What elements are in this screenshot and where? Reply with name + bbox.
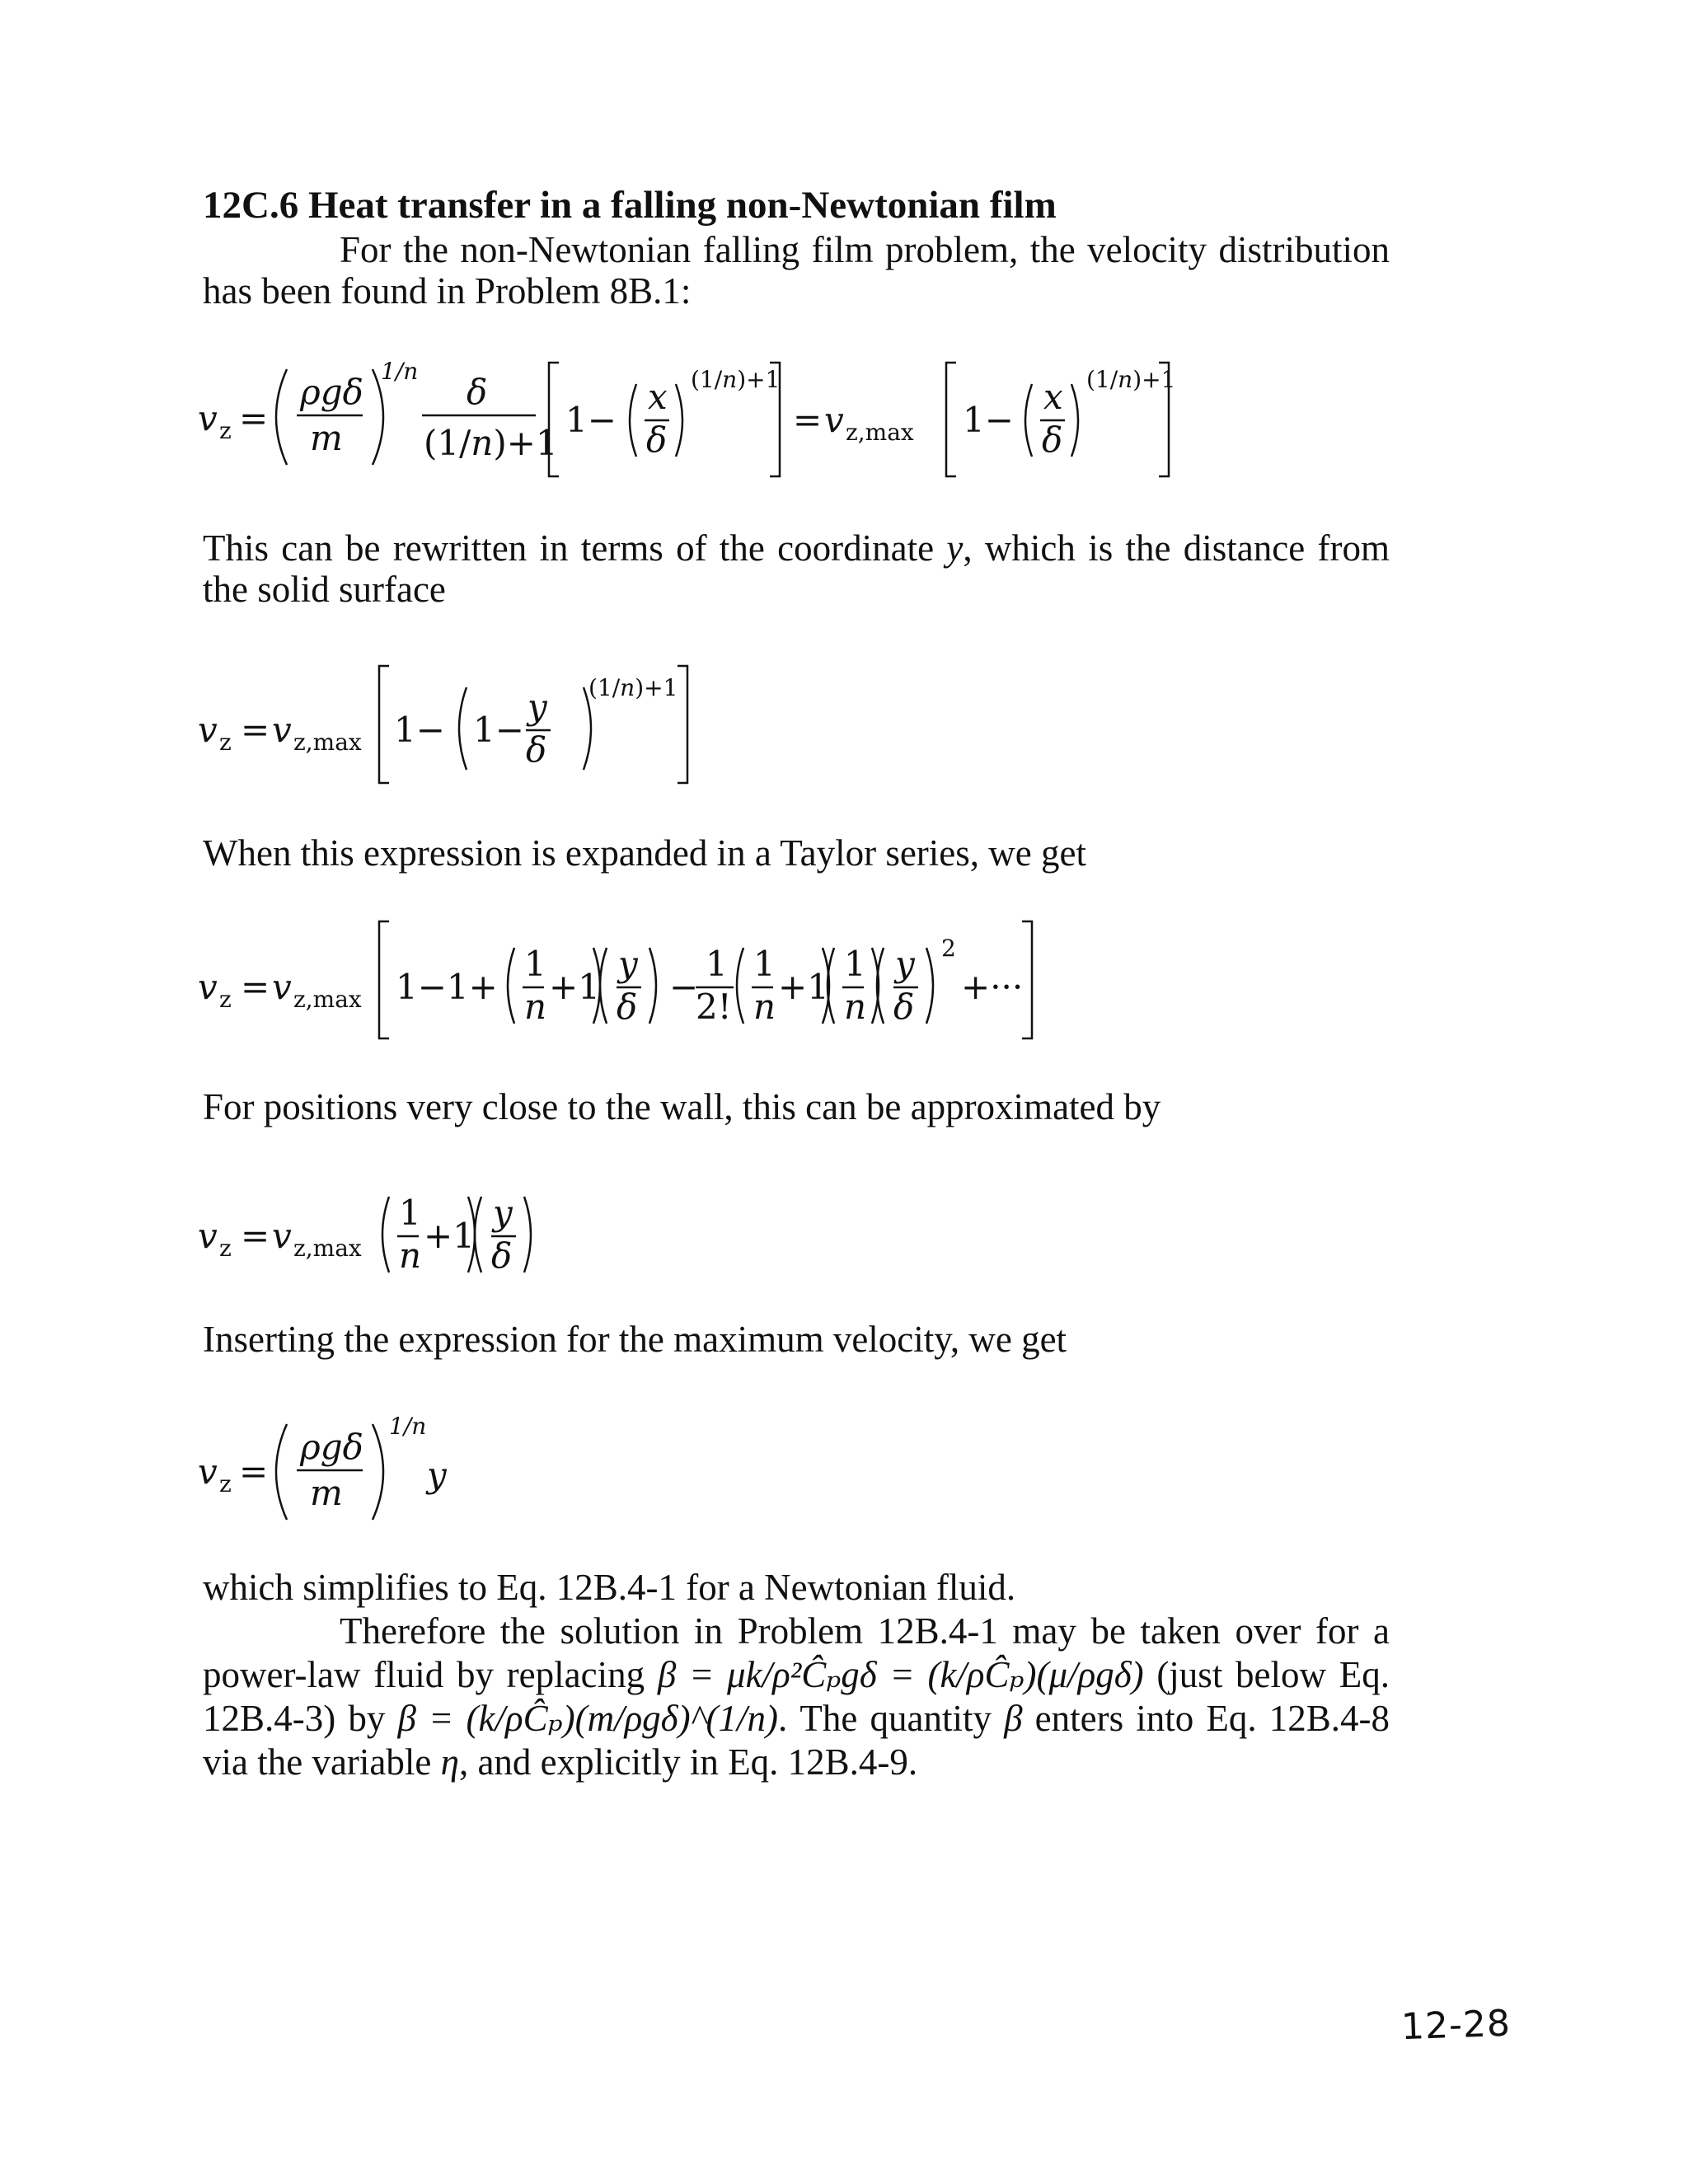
svg-text:+1: +1 [549,967,600,1007]
svg-text:+···: +··· [961,967,1024,1007]
var-beta: β [1004,1698,1023,1739]
svg-text:z: z [219,417,232,444]
svg-text:n: n [524,987,547,1027]
svg-text:1−: 1− [963,400,1014,440]
svg-text:z: z [219,729,232,756]
text-explicitly: , and explicitly in Eq. 12B.4-9. [458,1741,918,1783]
svg-text:z,max: z,max [293,729,362,756]
svg-text:v: v [272,1216,292,1256]
equation-velocity-final [198,1406,610,1538]
text-replace-intro: Therefore the solution in Problem 12B.4-1 may be taken over for a power-law fluid by replacing [203,1610,1390,1695]
beta-power-law-expression: β = (k/ρĈₚ)(m/ρgδ)^(1/n) [397,1698,779,1739]
svg-text:ρgδ: ρgδ [300,372,363,412]
svg-text:v: v [198,398,218,438]
equation-near-wall [198,1169,775,1301]
paragraph-max-velocity: Inserting the expression for the maximum velocity, we get [203,1319,1067,1360]
svg-text:(1/n)+1: (1/n)+1 [588,674,678,701]
svg-text:=: = [241,1216,270,1256]
svg-text:z: z [219,986,232,1013]
svg-text:y: y [493,1193,513,1233]
svg-text:1: 1 [399,1193,421,1233]
svg-text:1: 1 [844,944,866,984]
svg-text:δ: δ [646,419,668,460]
svg-text:1−: 1− [473,710,524,750]
svg-text:1−: 1− [394,710,445,750]
svg-text:y: y [528,687,547,727]
svg-text:n: n [844,987,867,1027]
svg-text:+1: +1 [778,967,829,1007]
paragraph-newtonian: which simplifies to Eq. 12B.4-1 for a Newtonian fluid. [203,1567,1016,1608]
svg-text:1: 1 [524,944,546,984]
svg-text:ρgδ: ρgδ [300,1427,363,1467]
svg-text:z: z [219,1235,232,1262]
svg-text:δ: δ [526,729,547,770]
svg-text:δ: δ [1042,419,1063,460]
svg-text:δ: δ [617,987,638,1027]
equation-velocity-y [198,659,857,799]
page-number: 12-28 [1400,2002,1512,2049]
svg-text:(1/n)+1: (1/n)+1 [691,366,781,393]
svg-text:2!: 2! [696,987,732,1027]
svg-text:y: y [618,944,638,984]
problem-heading: Heat transfer in a falling non-Newtonian film [307,184,1057,227]
beta-newtonian-expression: β = μk/ρ²Ĉₚgδ = (k/ρĈₚ)(μ/ρgδ) [657,1654,1144,1695]
svg-text:1−1+: 1−1+ [396,967,498,1007]
svg-text:v: v [272,967,292,1007]
svg-text:1−: 1− [565,400,617,440]
paragraph-rewrite-a: This can be rewritten in terms of the coordinate [203,527,947,569]
svg-text:1: 1 [706,944,728,984]
var-y: y [946,527,964,569]
svg-text:=: = [239,1451,269,1492]
paragraph-intro: For the non-Newtonian falling film problem, the velocity distribution has been found in Problem 8B.1: [203,229,1390,312]
equation-taylor-series [198,915,1187,1055]
svg-text:z,max: z,max [846,419,914,446]
svg-text:n: n [753,987,776,1027]
paragraph-near-wall: For positions very close to the wall, this can be approximated by [203,1086,1161,1127]
paragraph-power-law [203,1610,1390,1784]
svg-text:z,max: z,max [293,986,362,1013]
svg-text:v: v [198,1216,218,1256]
text-quantity: . The quantity [778,1698,1005,1739]
svg-text:m: m [310,418,343,458]
svg-text:δ: δ [893,987,915,1027]
problem-number: 12C.6 [203,184,299,227]
svg-text:v: v [198,1451,218,1492]
svg-text:y: y [895,944,915,984]
svg-text:m: m [310,1473,343,1513]
svg-text:1/n: 1/n [381,358,419,385]
svg-text:1/n: 1/n [389,1413,427,1440]
svg-text:v: v [198,710,218,750]
svg-text:1: 1 [753,944,776,984]
svg-text:z: z [219,1470,232,1497]
paragraph-rewrite-b: , which is the distance from the solid surface [203,527,1390,610]
svg-text:n: n [399,1235,422,1276]
svg-text:x: x [648,377,668,417]
paragraph-rewrite [203,527,1390,610]
var-eta: η [440,1741,459,1783]
svg-text:z,max: z,max [293,1235,362,1262]
svg-text:(1/n)+1: (1/n)+1 [424,423,558,463]
svg-text:+1: +1 [424,1216,475,1256]
svg-text:=: = [241,967,270,1007]
svg-text:v: v [824,400,844,440]
text-enters: enters into Eq. 12B.4-8 via the variable [203,1698,1390,1783]
svg-text:δ: δ [467,372,488,412]
svg-text:y: y [427,1455,447,1495]
svg-text:=: = [241,710,270,750]
equation-velocity-profile [198,354,1228,503]
svg-text:v: v [198,967,218,1007]
problem-title [203,183,1057,227]
svg-text:x: x [1043,377,1063,417]
paragraph-conclusion [203,1566,1390,1784]
svg-text:δ: δ [491,1235,513,1276]
svg-text:(1/n)+1: (1/n)+1 [1086,366,1176,393]
svg-text:v: v [272,710,292,750]
svg-text:−: − [669,967,699,1007]
paragraph-taylor: When this expression is expanded in a Taylor series, we get [203,832,1086,874]
svg-text:=: = [793,400,823,440]
svg-text:=: = [239,398,269,438]
svg-text:2: 2 [941,935,956,962]
text-below-eq: (just below Eq. 12B.4-3) by [203,1654,1390,1739]
